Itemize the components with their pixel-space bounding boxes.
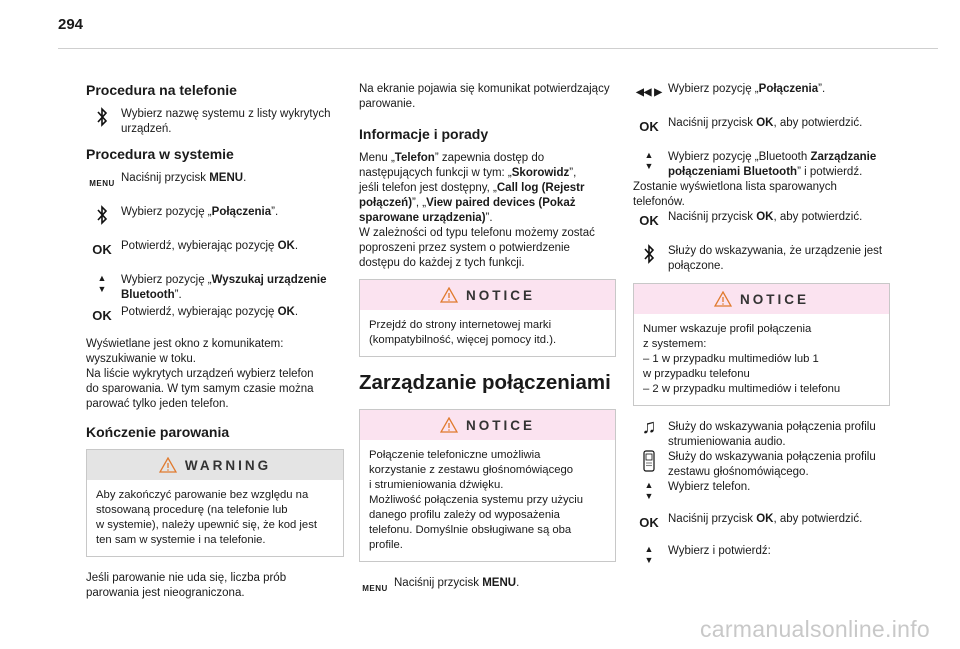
menu-icon: MENU xyxy=(89,179,115,188)
warning-header: WARNING xyxy=(87,450,343,480)
menu-icon: MENU xyxy=(362,584,388,593)
bluetooth-icon xyxy=(86,205,118,230)
left-right-arrows-icon: ◀◀ ▶ xyxy=(636,87,662,98)
notice-text-1: Przejdź do strony internetowej marki (kompatybilność, więcej pomocy itd.). xyxy=(369,319,557,346)
bluetooth-icon xyxy=(633,244,665,269)
warning-triangle-icon xyxy=(159,457,177,473)
watermark: carmanualsonline.info xyxy=(699,616,930,642)
paragraph-phone-menu: Menu „Telefon” zapewnia dostęp do następujących funkcji w tym: „Skorowidz”, jeśli telefon jest dostępny, „Call log (Rejestr połączeń)”, „View paired devices (Pokaż sparowane urządzenia)”. W zależności od typu telefonu możemy zostać poproszeni przez system o potwierdzenie dostępu do każdej z tych funkcji. xyxy=(359,152,595,269)
heading-phone-procedure: Procedura na telefonie xyxy=(86,82,237,98)
step-handsfree-profile: Służy do wskazywania połączenia profilu zestawu głośnomówiącego. xyxy=(633,450,890,480)
notice-text-3: Numer wskazuje profil połączenia z systemem: – 1 w przypadku multimediów lub 1 w przypadku telefonu – 2 w przypadku multimediów i telefonu xyxy=(643,323,841,395)
ok-icon: OK xyxy=(639,213,659,228)
step-search-device: ▲ ▼ Wybierz pozycję „Wyszukaj urządzenie Bluetooth”. xyxy=(86,273,344,303)
notice-triangle-icon xyxy=(440,417,458,433)
column-1 xyxy=(86,82,344,609)
step-press-ok-3: OK Naciśnij przycisk OK, aby potwierdzić. xyxy=(633,116,890,136)
up-down-arrows-icon: ▲ ▼ xyxy=(644,544,654,565)
up-down-arrows-icon: ▲ ▼ xyxy=(644,480,654,501)
step-press-menu-2: MENU Naciśnij przycisk MENU. xyxy=(359,576,616,596)
phone-handset-icon xyxy=(633,450,665,477)
step-confirm-ok-2: OK Potwierdź, wybierając pozycję OK. xyxy=(86,305,344,325)
notice-box-3 xyxy=(633,283,890,406)
notice-triangle-icon xyxy=(714,291,732,307)
music-note-icon: ♫ xyxy=(641,416,657,438)
paragraph-paired-list: Zostanie wyświetlona lista sparowanych telefonów. xyxy=(633,181,837,208)
heading-system-procedure: Procedura w systemie xyxy=(86,146,234,162)
paragraph-confirm-message: Na ekranie pojawia się komunikat potwierdzający parowanie. xyxy=(359,83,610,110)
notice-header-3: NOTICE xyxy=(634,284,889,314)
ok-icon: OK xyxy=(92,242,112,257)
column-3 xyxy=(633,82,890,573)
notice-triangle-icon xyxy=(440,287,458,303)
step-manage-bt: ▲ ▼ Wybierz pozycję „Bluetooth Zarządzanie połączeniami Bluetooth” i potwierdź. xyxy=(633,150,890,180)
ok-icon: OK xyxy=(639,119,659,134)
step-press-ok-4: OK Naciśnij przycisk OK, aby potwierdzić. xyxy=(633,210,890,230)
warning-text: Aby zakończyć parowanie bez względu na stosowaną procedurę (na telefonie lub w systemie), należy upewnić się, że kod jest ten sam w systemie i na telefonie. xyxy=(96,489,318,546)
step-press-menu: MENU Naciśnij przycisk MENU. xyxy=(86,171,344,191)
step-confirm-ok: OK Potwierdź, wybierając pozycję OK. xyxy=(86,239,344,259)
header-divider xyxy=(58,48,938,49)
step-select-confirm: ▲ ▼ Wybierz i potwierdź: xyxy=(633,544,890,564)
notice-header-2: NOTICE xyxy=(360,410,615,440)
step-select-connections: Wybierz pozycję „Połączenia”. xyxy=(86,205,344,225)
notice-header-1: NOTICE xyxy=(360,280,615,310)
notice-box-2 xyxy=(359,409,616,562)
up-down-arrows-icon: ▲ ▼ xyxy=(644,150,654,171)
heading-manage-connections: Zarządzanie połączeniami xyxy=(359,371,611,394)
paragraph-unlimited: Jeśli parowanie nie uda się, liczba prób parowania jest nieograniczona. xyxy=(86,572,287,599)
notice-box-1 xyxy=(359,279,616,357)
step-select-phone: ▲ ▼ Wybierz telefon. xyxy=(633,480,890,500)
step-connected-indicator: Służy do wskazywania, że urządzenie jest połączone. xyxy=(633,244,890,274)
column-2 xyxy=(359,82,616,605)
up-down-arrows-icon: ▲ ▼ xyxy=(97,273,107,294)
heading-info-tips: Informacje i porady xyxy=(359,126,489,142)
bluetooth-icon xyxy=(86,107,118,132)
step-audio-profile: ♫ Służy do wskazywania połączenia profilu strumieniowania audio. xyxy=(633,420,890,450)
step-press-ok-5: OK Naciśnij przycisk OK, aby potwierdzić. xyxy=(633,512,890,532)
step-select-connections-3: ◀◀ ▶ Wybierz pozycję „Połączenia”. xyxy=(633,82,890,102)
ok-icon: OK xyxy=(639,515,659,530)
paragraph-searching: Wyświetlane jest okno z komunikatem: wyszukiwanie w toku. Na liście wykrytych urządzeń wybierz telefon do sparowania. W tym samym czasie można parować tylko jeden telefon. xyxy=(86,338,314,410)
step-select-system: Wybierz nazwę systemu z listy wykrytych urządzeń. xyxy=(86,107,344,137)
page-number: 294 xyxy=(58,16,84,33)
heading-end-pairing: Kończenie parowania xyxy=(86,424,230,440)
ok-icon: OK xyxy=(92,308,112,323)
notice-text-2: Połączenie telefoniczne umożliwia korzystanie z zestawu głośnomówiącego i strumieniowania dźwięku. Możliwość połączenia systemu przy użyciu danego profilu zależy od wyposażenia telefonu. Domyślnie obsługiwane są oba profile. xyxy=(369,449,584,551)
warning-box xyxy=(86,449,344,557)
